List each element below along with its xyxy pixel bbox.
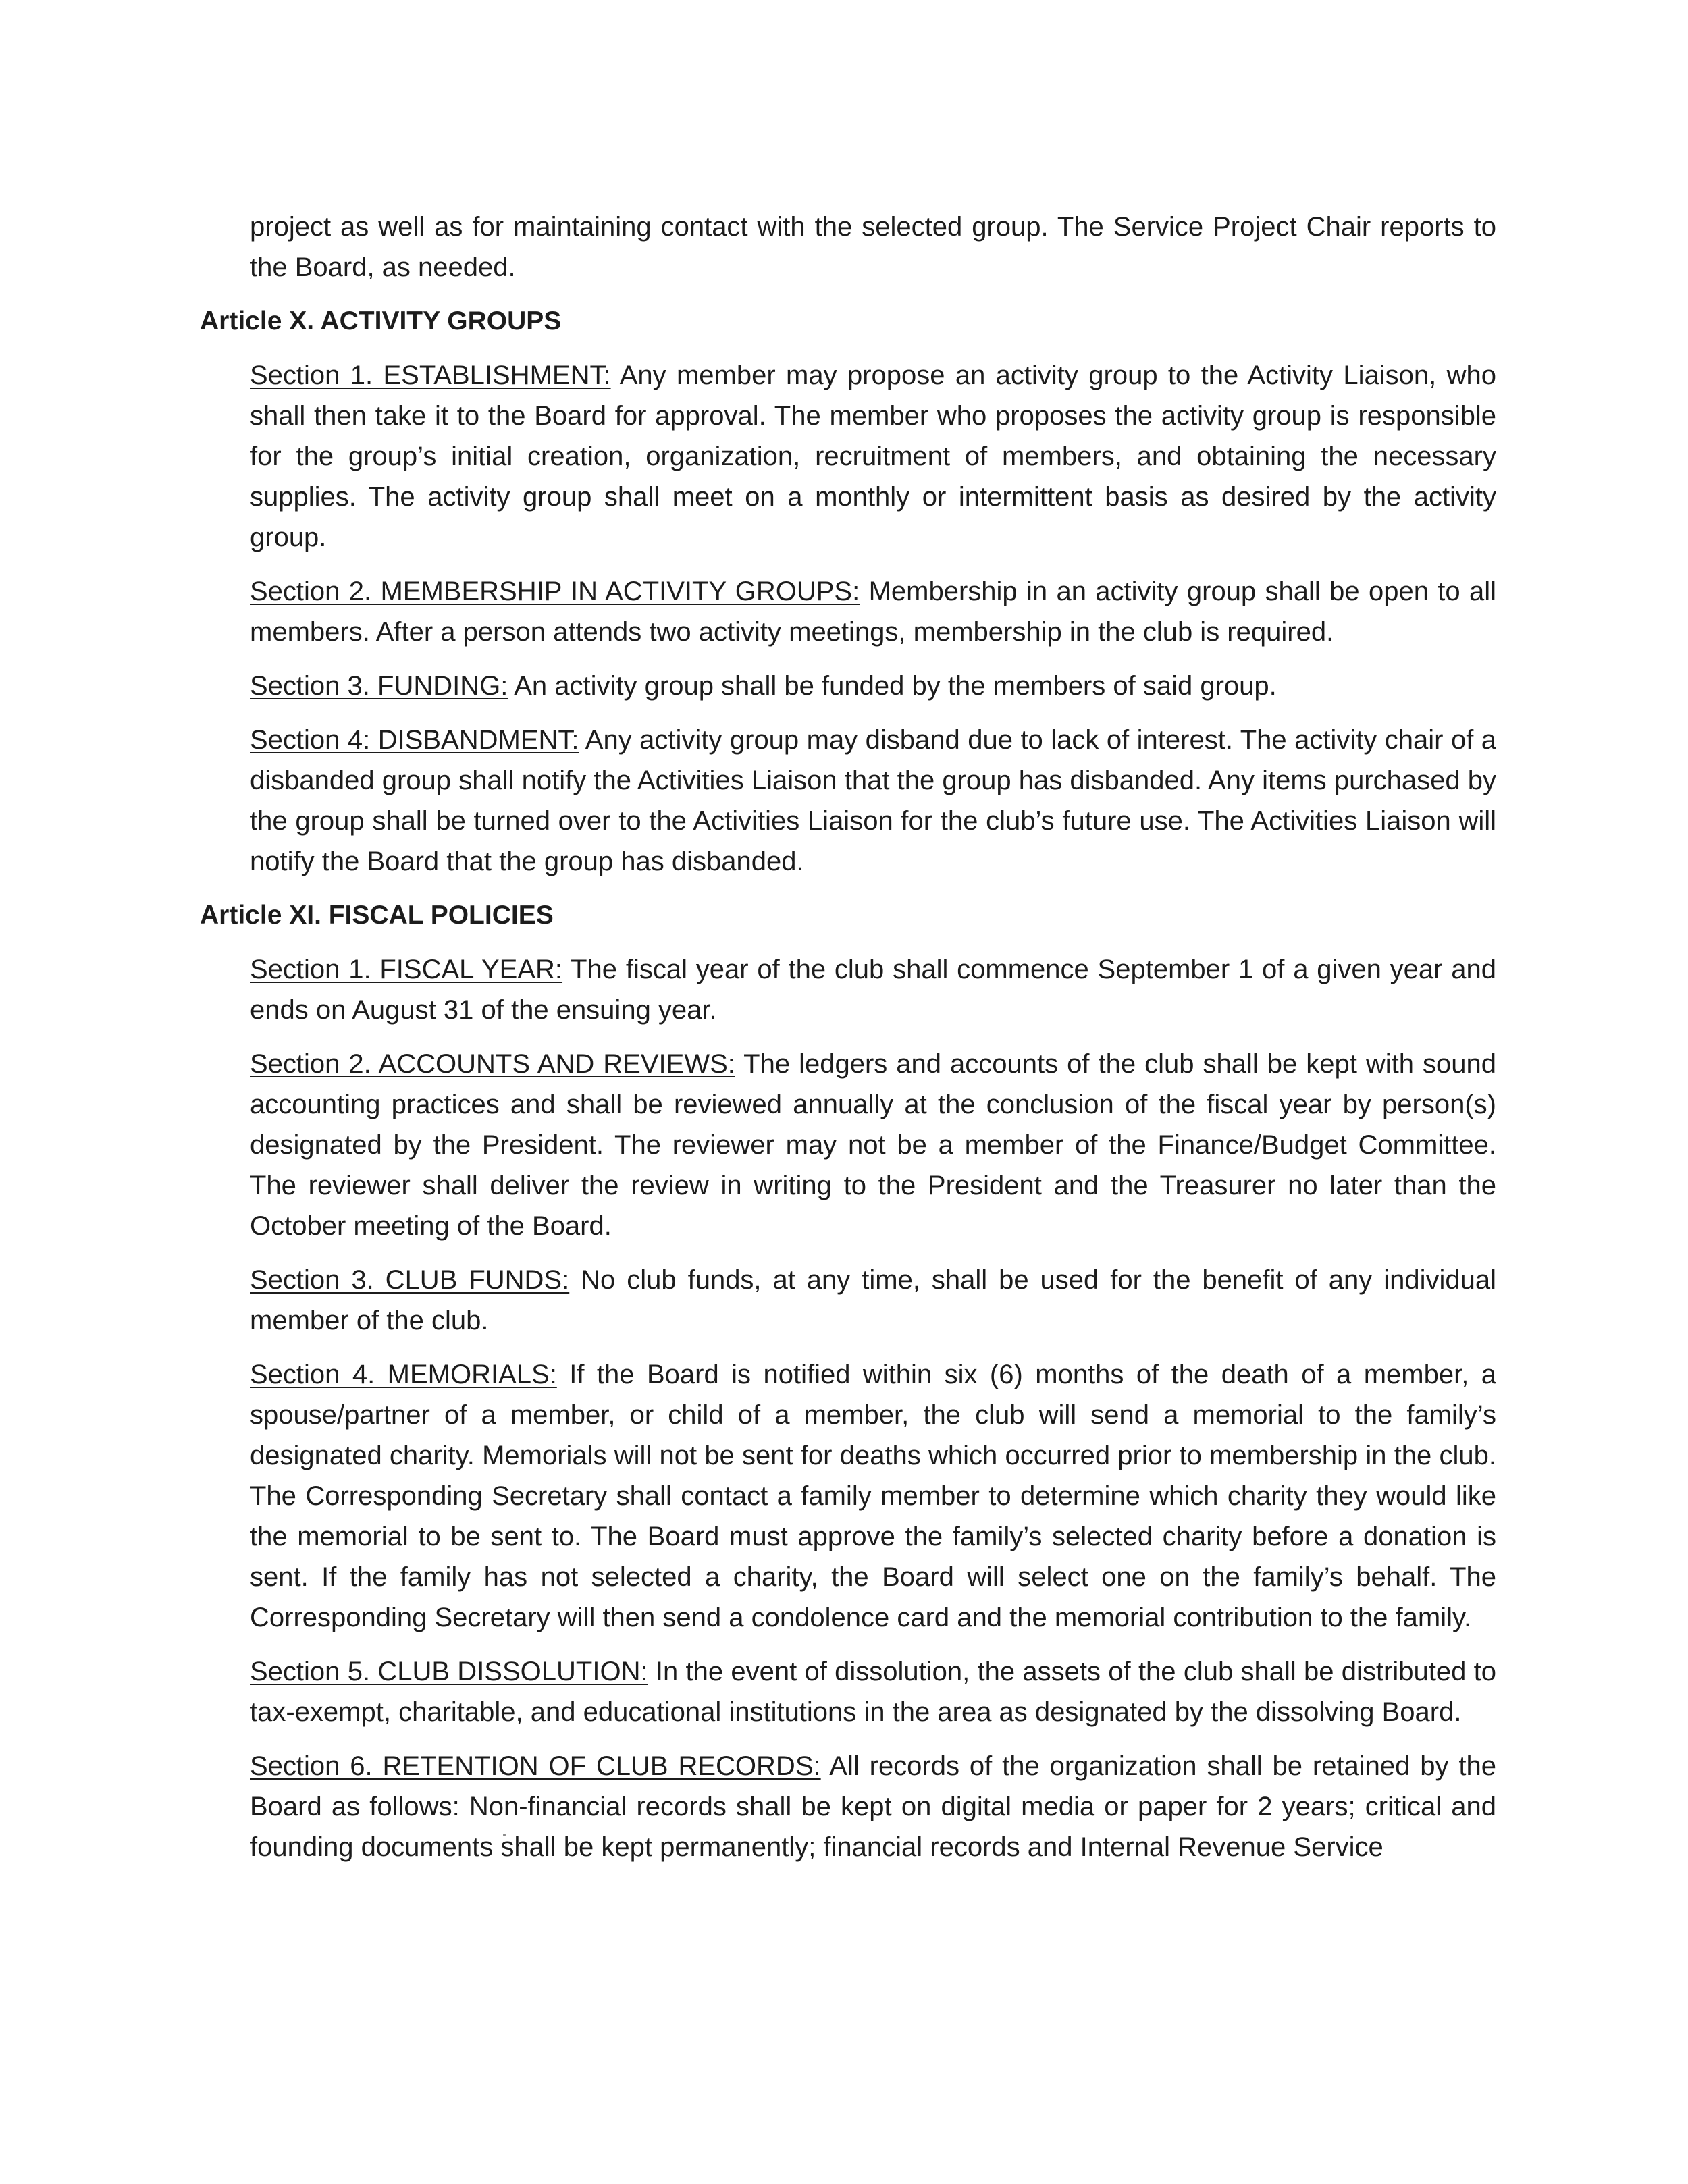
article-xi-section-2 — [250, 1044, 1496, 1246]
section-text: All records of the organization shall be retained by the Board as follows: Non-financial records shall be kept on digital media or paper for 2 years; critical and founding documents shall be kept permanently; financial records and Internal Revenue Service — [250, 1751, 1497, 1862]
section-text: The ledgers and accounts of the club shall be kept with sound accounting practices and shall be reviewed annually at the conclusion of the fiscal year by person(s) designated by the President. The reviewer may not be a member of the Finance/Budget Committee. The reviewer shall deliver the review in writing to the President and the Treasurer no later than the October meeting of the Board. — [250, 1049, 1497, 1241]
section-label: Section 1. FISCAL YEAR: — [250, 955, 563, 984]
section-label: Section 5. CLUB DISSOLUTION: — [250, 1657, 648, 1686]
section-text: If the Board is notified within six (6) months of the death of a member, a spouse/partner of a member, or child of a member, the club will send a memorial to the family’s designated charity. Memorials will not be sent for deaths which occurred prior to membership in the club. The Corresponding Secretary shall contact a family member to determine which charity they would like the memorial to be sent to. The Board must approve the family’s selected charity before a donation is sent. If the family has not selected a charity, the Board will select one on the family’s behalf. The Corresponding Secretary will then send a condolence card and the memorial contribution to the family. — [250, 1360, 1497, 1632]
section-label: Section 4. MEMORIALS: — [250, 1360, 557, 1389]
article-x-section-1 — [250, 355, 1496, 558]
article-x-section-2 — [250, 571, 1496, 652]
section-label: Section 6. RETENTION OF CLUB RECORDS: — [250, 1751, 821, 1781]
section-label: Section 3. FUNDING: — [250, 671, 508, 701]
section-text: An activity group shall be funded by the members of said group. — [514, 671, 1277, 701]
section-text: No club funds, at any time, shall be used for the benefit of any individual member of the club. — [250, 1265, 1496, 1335]
section-text: The fiscal year of the club shall commence September 1 of a given year and ends on August 31 of the ensuing year. — [250, 955, 1496, 1025]
article-x-section-3 — [250, 666, 1496, 706]
article-xi-section-4 — [250, 1354, 1496, 1638]
section-label: Section 3. CLUB FUNDS: — [250, 1265, 570, 1295]
section-text: Any member may propose an activity group to the Activity Liaison, who shall then take it to the Board for approval. The member who proposes the activity group is responsible for the group’s initial creation, organization, recruitment of members, and obtaining the necessary supplies. The activity group shall meet on a monthly or intermittent basis as desired by the activity group. — [250, 361, 1496, 552]
article-xi-section-6 — [250, 1746, 1496, 1867]
section-text: In the event of dissolution, the assets of the club shall be distributed to tax-exempt, charitable, and educational institutions in the area as designated by the dissolving Board. — [250, 1657, 1496, 1727]
article-xi-heading: Article XI. FISCAL POLICIES — [200, 901, 554, 930]
lead-paragraph: project as well as for maintaining contact with the selected group. The Service Project Chair reports to the Board, as needed. — [250, 212, 1496, 282]
section-text: Membership in an activity group shall be open to all members. After a person attends two activity meetings, membership in the club is required. — [250, 577, 1496, 647]
article-xi-section-3 — [250, 1260, 1496, 1341]
article-x-heading: Article X. ACTIVITY GROUPS — [200, 307, 562, 336]
section-label: Section 2. MEMBERSHIP IN ACTIVITY GROUPS: — [250, 577, 860, 606]
section-label: Section 2. ACCOUNTS AND REVIEWS: — [250, 1049, 735, 1079]
article-xi-section-1 — [250, 949, 1496, 1030]
article-xi-section-5 — [250, 1651, 1496, 1732]
document-body — [200, 207, 1496, 1881]
article-x-section-4 — [250, 720, 1496, 882]
section-text: Any activity group may disband due to lack of interest. The activity chair of a disbanded group shall notify the Activities Liaison that the group has disbanded. Any items purchased by the group shall be turned over to the Activities Liaison for the club’s future use. The Activities Liaison will notify the Board that the group has disbanded. — [250, 725, 1497, 876]
section-label: Section 1. ESTABLISHMENT: — [250, 361, 611, 390]
section-label: Section 4: DISBANDMENT: — [250, 725, 579, 755]
